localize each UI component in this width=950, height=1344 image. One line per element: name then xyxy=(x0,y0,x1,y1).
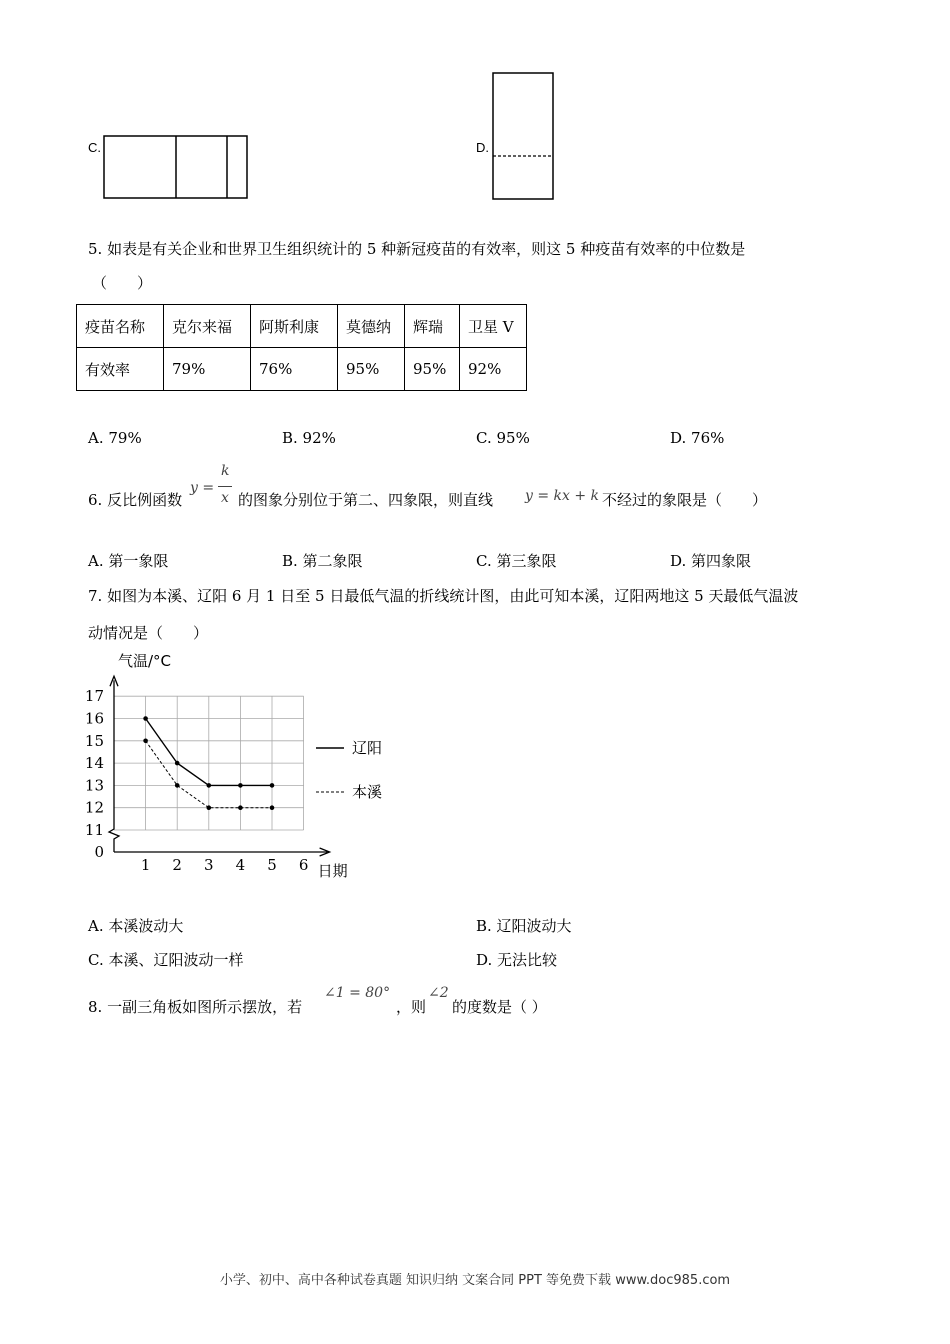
question-5-option-d[interactable]: D. 76% xyxy=(670,429,725,447)
question-7-option-a[interactable]: A. 本溪波动大 xyxy=(88,917,184,935)
x-tick-label: 3 xyxy=(204,856,214,874)
table-cell: 95% xyxy=(405,348,460,391)
option-d-figure xyxy=(490,71,556,201)
question-6-suffix: 不经过的象限是（ ） xyxy=(602,491,768,509)
temperature-line-chart xyxy=(80,648,410,886)
data-point xyxy=(207,783,212,788)
option-c-figure xyxy=(100,134,250,200)
data-point xyxy=(207,805,212,810)
question-6-func-numerator: k xyxy=(221,463,230,479)
y-tick-label: 17 xyxy=(84,687,104,706)
table-cell: 79% xyxy=(164,348,251,391)
y-axis-label: 气温/°C xyxy=(118,652,172,670)
data-point xyxy=(238,783,243,788)
question-5-text: 5. 如表是有关企业和世界卫生组织统计的 5 种新冠疫苗的有效率，则这 5 种疫苗有效率的中位数是 xyxy=(88,240,746,258)
table-cell: 辉瑞 xyxy=(405,305,460,348)
question-7-option-c[interactable]: C. 本溪、辽阳波动一样 xyxy=(88,951,244,969)
question-5-paren: （ ） xyxy=(92,274,153,292)
table-cell: 莫德纳 xyxy=(338,305,405,348)
y-axis xyxy=(109,680,119,852)
table-cell: 阿斯利康 xyxy=(251,305,338,348)
x-tick-label: 4 xyxy=(235,856,246,874)
question-6-option-b[interactable]: B. 第二象限 xyxy=(282,552,363,570)
y-tick-label: 13 xyxy=(84,776,104,795)
question-6-prefix: 6. 反比例函数 xyxy=(88,491,183,509)
question-6-func-y: y = xyxy=(190,480,215,496)
y-tick-label: 14 xyxy=(84,754,104,773)
table-row xyxy=(77,348,527,391)
question-7-text-cont: 动情况是（ ） xyxy=(88,624,209,642)
table-cell: 76% xyxy=(251,348,338,391)
question-6-option-a[interactable]: A. 第一象限 xyxy=(88,552,169,570)
question-8-middle: ，则 xyxy=(396,998,427,1016)
table-row xyxy=(77,305,527,348)
fraction-bar xyxy=(218,486,232,487)
data-point xyxy=(270,805,275,810)
option-d-label: D. xyxy=(476,140,489,155)
question-6-option-c[interactable]: C. 第三象限 xyxy=(476,552,557,570)
question-8-suffix: 的度数是（ ） xyxy=(452,998,547,1016)
question-8-angle-2: ∠2 xyxy=(428,985,449,1001)
y-tick-label: 12 xyxy=(84,798,104,817)
question-5-option-b[interactable]: B. 92% xyxy=(282,429,336,447)
question-7-text: 7. 如图为本溪、辽阳 6 月 1 日至 5 日最低气温的折线统计图，由此可知本溪，辽阳两地这 5 天最低气温波 xyxy=(88,587,799,605)
question-6-middle: 的图象分别位于第二、四象限，则直线 xyxy=(238,491,494,509)
question-6-line-equation: y = kx + k xyxy=(525,488,600,504)
x-tick-label: 5 xyxy=(267,856,277,874)
table-cell: 有效率 xyxy=(77,348,164,391)
data-point xyxy=(143,716,148,721)
option-c-label: C. xyxy=(88,140,101,155)
table-cell: 疫苗名称 xyxy=(77,305,164,348)
legend-label: 辽阳 xyxy=(352,739,383,757)
data-point xyxy=(270,783,275,788)
question-8-angle-1: ∠1 = 80° xyxy=(324,985,391,1001)
data-point xyxy=(175,783,180,788)
x-tick-label: 1 xyxy=(140,856,151,874)
question-8-prefix: 8. 一副三角板如图所示摆放，若 xyxy=(88,998,303,1016)
question-6-func-denominator: x xyxy=(221,490,229,506)
table-cell: 95% xyxy=(338,348,405,391)
x-tick-label: 6 xyxy=(298,856,309,874)
question-7-option-d[interactable]: D. 无法比较 xyxy=(476,951,558,969)
question-6-option-d[interactable]: D. 第四象限 xyxy=(670,552,752,570)
x-tick-label: 2 xyxy=(172,856,182,874)
x-axis-label: 日期 xyxy=(317,862,348,880)
question-5-option-c[interactable]: C. 95% xyxy=(476,429,530,447)
table-cell: 卫星 V xyxy=(460,305,527,348)
y-tick-label: 0 xyxy=(94,843,104,861)
table-cell: 克尔来福 xyxy=(164,305,251,348)
page-footer: 小学、初中、高中各种试卷真题 知识归纳 文案合同 PPT 等免费下载 www.doc985.com xyxy=(219,1273,731,1288)
vaccine-table xyxy=(76,304,527,391)
legend-label: 本溪 xyxy=(352,783,383,801)
data-point xyxy=(175,761,180,766)
question-7-option-b[interactable]: B. 辽阳波动大 xyxy=(476,917,572,935)
y-tick-label: 15 xyxy=(84,731,104,750)
table-cell: 92% xyxy=(460,348,527,391)
y-tick-label: 11 xyxy=(84,821,104,839)
data-point xyxy=(143,739,148,744)
y-tick-label: 16 xyxy=(84,709,104,728)
question-5-option-a[interactable]: A. 79% xyxy=(88,429,142,447)
data-point xyxy=(238,805,243,810)
